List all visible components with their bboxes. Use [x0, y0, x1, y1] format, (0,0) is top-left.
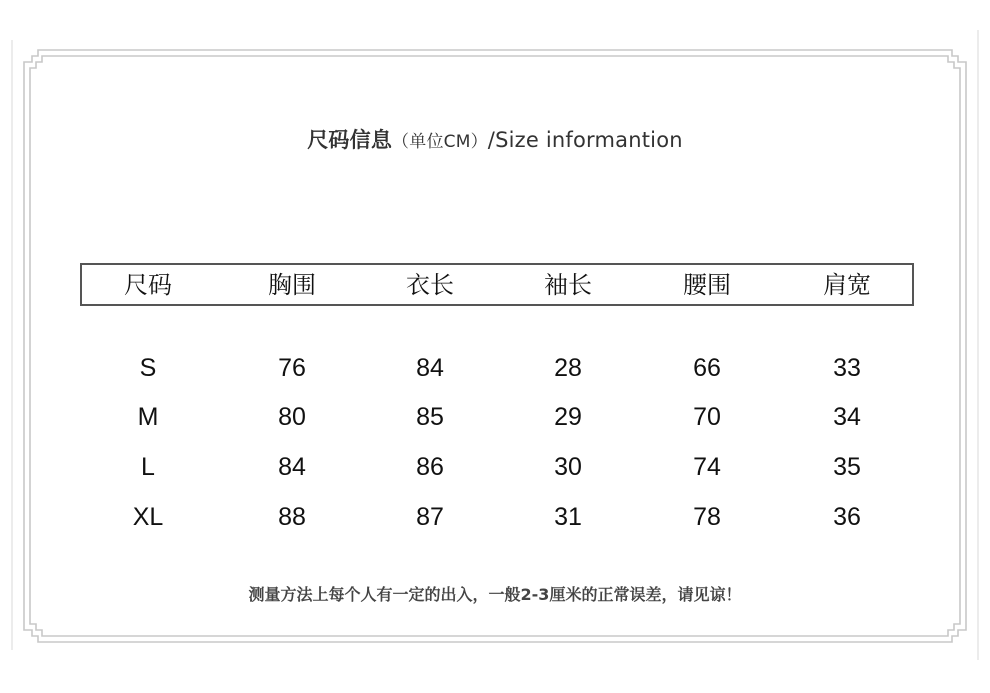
measurement-cell: 70	[693, 403, 721, 431]
page-title	[0, 124, 990, 154]
measurement-cell: 78	[693, 503, 721, 531]
size-cell: L	[141, 453, 155, 481]
table-header-cell: 袖长	[544, 271, 592, 299]
measurement-cell: 88	[278, 503, 306, 531]
size-cell: XL	[132, 503, 164, 531]
measurement-cell: 86	[416, 453, 444, 481]
table-header-cell: 衣长	[406, 271, 454, 299]
table-header-cell: 肩宽	[823, 271, 871, 299]
size-cell: M	[137, 403, 159, 431]
measurement-cell: 36	[833, 503, 861, 531]
measurement-cell: 74	[693, 453, 721, 481]
measurement-cell: 29	[554, 403, 582, 431]
measurement-cell: 84	[278, 453, 306, 481]
measurement-cell: 85	[416, 403, 444, 431]
measurement-cell: 34	[833, 403, 861, 431]
footer-note: 测量方法上每个人有一定的出入，一般2-3厘米的正常误差，请见谅！	[248, 585, 742, 604]
title-main: 尺码信息	[307, 128, 393, 152]
table-header-cell: 尺码	[124, 271, 172, 299]
measurement-cell: 66	[693, 354, 721, 382]
measurement-cell: 33	[833, 354, 861, 382]
measurement-cell: 28	[554, 354, 582, 382]
table-header-cell: 胸围	[268, 271, 316, 299]
measurement-cell: 80	[278, 403, 306, 431]
title-unit: （单位CM）	[392, 132, 488, 152]
title-english: /Size informantion	[487, 128, 683, 152]
measurement-cell: 30	[554, 453, 582, 481]
measurement-cell: 76	[278, 354, 306, 382]
measurement-cell: 87	[416, 503, 444, 531]
table-header-cell: 腰围	[683, 271, 731, 299]
size-cell: S	[139, 354, 157, 382]
measurement-cell: 35	[833, 453, 861, 481]
measurement-cell: 31	[554, 503, 582, 531]
measurement-cell: 84	[416, 354, 444, 382]
